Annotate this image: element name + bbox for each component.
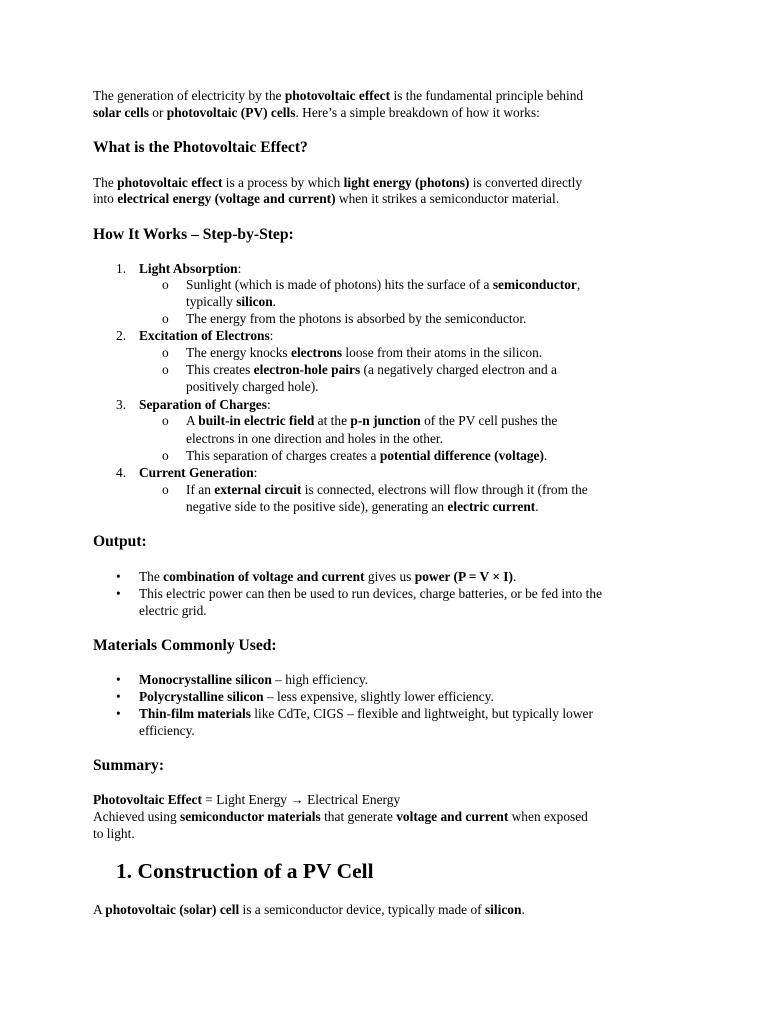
bullet-marker: • (116, 706, 121, 721)
bullet-marker: • (116, 586, 121, 601)
text-run: efficiency. (139, 723, 195, 738)
text-run: electric grid. (139, 603, 207, 618)
text-run: : (253, 465, 258, 480)
bold-text-run: Light Absorption (139, 261, 238, 276)
text-run: The (139, 569, 164, 584)
output-bullet-2-line-2 (139, 603, 207, 620)
summary-line-2 (93, 809, 588, 826)
bold-text-run: electron-hole pairs (253, 362, 361, 377)
sub-bullet-marker: o (162, 482, 169, 497)
bold-text-run: light energy (photons) (343, 175, 470, 190)
bold-text-run: Current Generation (139, 465, 254, 480)
bold-text-run: built-in electric field (198, 413, 315, 428)
text-run: when exposed (508, 809, 588, 824)
sub-bullet-marker: o (162, 311, 169, 326)
materials-bullet-2 (139, 689, 494, 706)
bold-text-run: silicon (236, 294, 273, 309)
bold-text-run: Excitation of Electrons (139, 328, 270, 343)
step-3-sub-2-line-1 (186, 448, 547, 465)
step-number: 2. (116, 328, 127, 343)
bold-text-run: combination of voltage and current (163, 569, 365, 584)
text-run: is a semiconductor device, typically made of (239, 902, 485, 917)
text-run: A (93, 902, 106, 917)
summary-line-3 (93, 826, 135, 843)
bullet-marker: • (116, 569, 121, 584)
construction-line-1 (93, 902, 525, 919)
step-title-current-generation (139, 465, 257, 482)
bold-text-run: electrons (291, 345, 343, 360)
intro-line-1 (93, 88, 583, 105)
bold-text-run: external circuit (214, 482, 302, 497)
text-run: when it strikes a semiconductor material. (335, 191, 560, 206)
step-title-excitation (139, 328, 273, 345)
text-run: is connected, electrons will flow through it (from the (301, 482, 588, 497)
text-run: If an (186, 482, 215, 497)
step-number: 3. (116, 397, 127, 412)
heading-summary: Summary: (93, 757, 165, 774)
step-1-sub-1-line-2 (186, 294, 276, 311)
text-run: negative side to the positive side), generating an (186, 499, 448, 514)
text-run: or (148, 105, 167, 120)
summary-line-1 (93, 792, 400, 809)
text-run: , (576, 277, 581, 292)
intro-line-2 (93, 105, 540, 122)
step-3-sub-1-line-2 (186, 431, 443, 448)
heading-construction: 1. Construction of a PV Cell (116, 859, 374, 883)
step-1-sub-1-line-1 (186, 277, 580, 294)
bullet-marker: • (116, 672, 121, 687)
sub-bullet-marker: o (162, 277, 169, 292)
bold-text-run: solar cells (93, 105, 149, 120)
text-run: of the PV cell pushes the (420, 413, 558, 428)
text-run: typically (186, 294, 237, 309)
text-run: that generate (320, 809, 397, 824)
step-title-light-absorption (139, 261, 241, 278)
step-title-separation (139, 397, 271, 414)
text-run: Achieved using (93, 809, 181, 824)
step-2-sub-2-line-2 (186, 379, 319, 396)
step-1-sub-2-line-1 (186, 311, 526, 328)
text-run: . (512, 569, 517, 584)
bold-text-run: Photovoltaic Effect (93, 792, 202, 807)
sub-bullet-marker: o (162, 448, 169, 463)
text-run: . (535, 499, 539, 514)
text-run: gives us (364, 569, 415, 584)
text-run: like CdTe, CIGS – flexible and lightweight, but typically lower (250, 706, 593, 721)
materials-bullet-3-line-1 (139, 706, 593, 723)
text-run: This separation of charges creates a (186, 448, 380, 463)
step-number: 4. (116, 465, 127, 480)
bold-text-run: Separation of Charges (139, 397, 267, 412)
sub-bullet-marker: o (162, 345, 169, 360)
text-run: : (266, 397, 271, 412)
step-3-sub-1-line-1 (186, 413, 557, 430)
text-run: : (237, 261, 242, 276)
text-run: The energy knocks (186, 345, 291, 360)
text-run: – less expensive, slightly lower efficiency. (263, 689, 494, 704)
bullet-marker: • (116, 689, 121, 704)
bold-text-run: voltage and current (396, 809, 509, 824)
text-run: to light. (93, 826, 135, 841)
text-run: at the (314, 413, 351, 428)
sub-bullet-marker: o (162, 413, 169, 428)
text-run: Sunlight (which is made of photons) hits the surface of a (186, 277, 493, 292)
text-run: This creates (186, 362, 254, 377)
what-line-1 (93, 175, 582, 192)
bold-text-run: photovoltaic effect (284, 88, 391, 103)
text-run: (a negatively charged electron and a (360, 362, 557, 377)
text-run: : (269, 328, 274, 343)
step-number: 1. (116, 261, 127, 276)
text-run: electrons in one direction and holes in the other. (186, 431, 443, 446)
text-run: The energy from the photons is absorbed by the semiconductor. (186, 311, 527, 326)
bold-text-run: photovoltaic (solar) cell (105, 902, 240, 917)
text-run: is converted directly (469, 175, 583, 190)
text-run: . Here’s a simple breakdown of how it works: (295, 105, 540, 120)
bold-text-run: Polycrystalline silicon (139, 689, 264, 704)
text-run: The (93, 175, 118, 190)
bold-text-run: Monocrystalline silicon (139, 672, 272, 687)
text-run: = Light Energy (201, 792, 291, 807)
text-run: . (272, 294, 277, 309)
step-2-sub-1-line-1 (186, 345, 542, 362)
step-2-sub-2-line-1 (186, 362, 557, 379)
bold-text-run: Thin-film materials (139, 706, 251, 721)
step-4-sub-1-line-2 (186, 499, 539, 516)
heading-output: Output: (93, 533, 147, 550)
text-run: into (93, 191, 118, 206)
what-line-2 (93, 191, 559, 208)
bold-text-run: electrical energy (voltage and current) (117, 191, 336, 206)
output-bullet-1-line-1 (139, 569, 516, 586)
text-run: A (186, 413, 199, 428)
materials-bullet-3-line-2 (139, 723, 195, 740)
text-run: → (290, 792, 304, 807)
text-run: The generation of electricity by the (93, 88, 285, 103)
bold-text-run: semiconductor (492, 277, 577, 292)
heading-how-it-works: How It Works – Step-by-Step: (93, 226, 294, 243)
text-run: Electrical Energy (303, 792, 401, 807)
heading-what-is-pv: What is the Photovoltaic Effect? (93, 139, 308, 156)
text-run: – high efficiency. (271, 672, 369, 687)
bold-text-run: p-n junction (350, 413, 421, 428)
bold-text-run: electric current (447, 499, 536, 514)
text-run: This electric power can then be used to run devices, charge batteries, or be fed into the (139, 586, 603, 601)
text-run: is the fundamental principle behind (390, 88, 584, 103)
bold-text-run: silicon (484, 902, 522, 917)
materials-bullet-1 (139, 672, 368, 689)
output-bullet-2-line-1 (139, 586, 602, 603)
text-run: loose from their atoms in the silicon. (342, 345, 543, 360)
bold-text-run: photovoltaic (PV) cells (166, 105, 296, 120)
sub-bullet-marker: o (162, 362, 169, 377)
bold-text-run: semiconductor materials (180, 809, 321, 824)
heading-materials: Materials Commonly Used: (93, 637, 277, 654)
text-run: positively charged hole). (186, 379, 319, 394)
text-run: . (543, 448, 548, 463)
bold-text-run: photovoltaic effect (117, 175, 223, 190)
text-run: . (521, 902, 525, 917)
bold-text-run: potential difference (voltage) (379, 448, 544, 463)
bold-text-run: power (P = V × I) (414, 569, 513, 584)
step-4-sub-1-line-1 (186, 482, 588, 499)
text-run: is a process by which (222, 175, 344, 190)
